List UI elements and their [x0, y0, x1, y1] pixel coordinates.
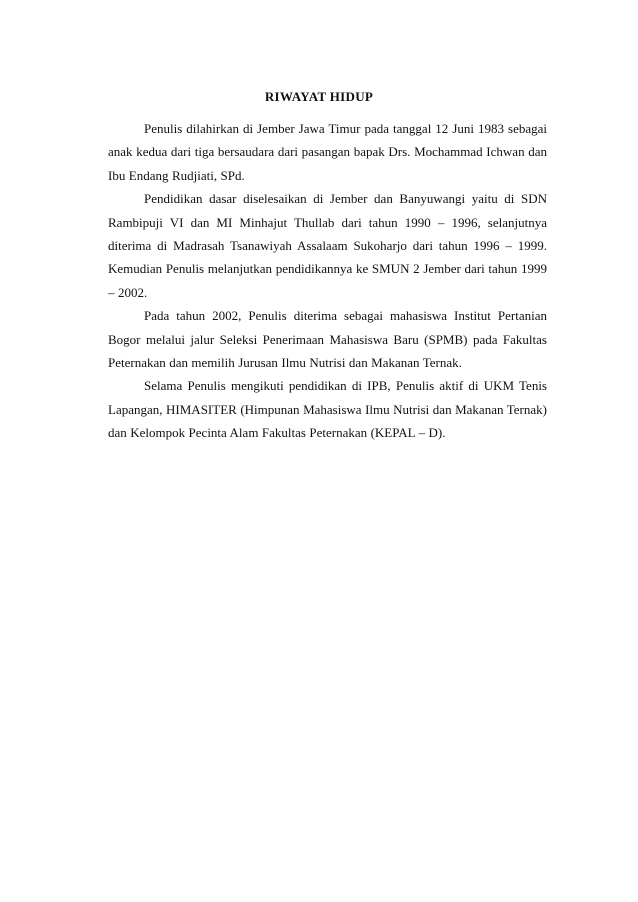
- paragraph-birth: Penulis dilahirkan di Jember Jawa Timur pada tanggal 12 Juni 1983 sebagai anak kedua dari tiga bersaudara dari pasangan bapak Drs. Mochammad Ichwan dan Ibu Endang Rudjiati, SPd.: [108, 121, 547, 183]
- page-title: RIWAYAT HIDUP: [264, 89, 374, 104]
- paragraph-university: Pada tahun 2002, Penulis diterima sebagai mahasiswa Institut Pertanian Bogor melalui jalur Seleksi Penerimaan Mahasiswa Baru (SPMB) pada Fakultas Peternakan dan memilih Jurusan Ilmu Nutrisi dan Makanan Ternak.: [108, 308, 547, 371]
- body-text: [108, 117, 547, 445]
- paragraph-activities: Selama Penulis mengikuti pendidikan di IPB, Penulis aktif di UKM Tenis Lapangan, HIMASITER (Himpunan Mahasiswa Ilmu Nutrisi dan Makanan Ternak) dan Kelompok Pecinta Alam Fakultas Peternakan (KEPAL – D).: [108, 378, 547, 441]
- paragraph-education: Pendidikan dasar diselesaikan di Jember dan Banyuwangi yaitu di SDN Rambipuji VI dan MI Minhajut Thullab dari tahun 1990 – 1996, selanjutnya diterima di Madrasah Tsanawiyah Assalaam Sukoharjo dari tahun 1996 – 1999. Kemudian Penulis melanjutkan pendidikannya ke SMUN 2 Jember dari tahun 1999 – 2002.: [108, 191, 547, 300]
